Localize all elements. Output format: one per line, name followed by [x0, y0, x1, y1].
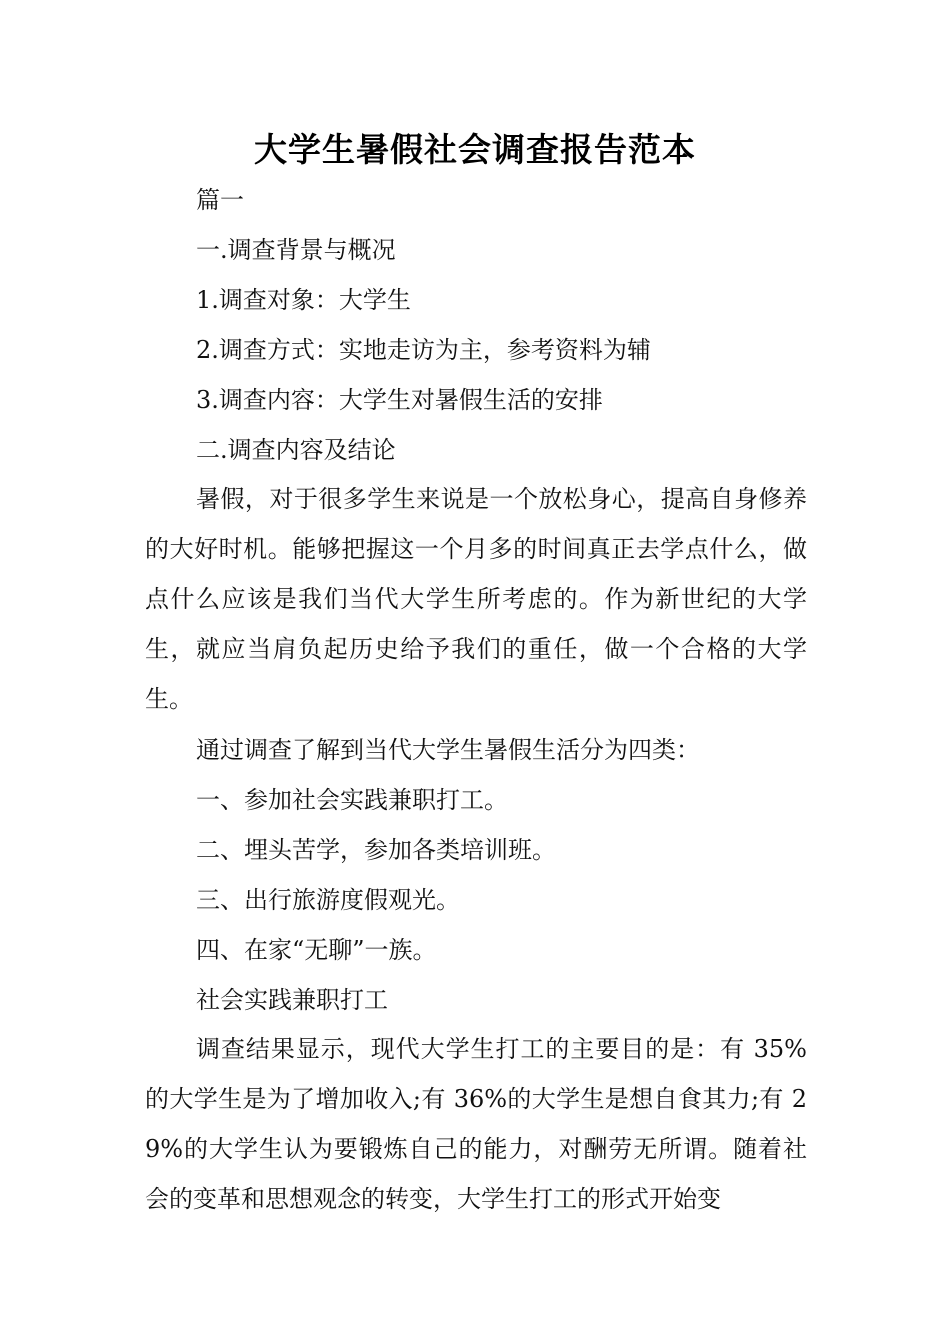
subheading-part-time-work: 社会实践兼职打工 — [196, 986, 388, 1014]
categories-intro: 通过调查了解到当代大学生暑假生活分为四类： — [196, 736, 700, 764]
category-item: 四、在家“无聊”一族。 — [196, 936, 437, 964]
heading-conclusion: 二.调查内容及结论 — [196, 436, 396, 464]
document-title: 大学生暑假社会调查报告范本 — [254, 130, 696, 169]
results-paragraph: 调查结果显示，现代大学生打工的主要目的是：有 35%的大学生是为了增加收入;有 36%的大学生是想自食其力;有 29%的大学生认为要锻炼自己的能力，对酬劳无所谓。随着社会的变革和思想观念的转变，大学生打工的形式开始变 — [145, 1035, 807, 1213]
heading-background: 一.调查背景与概况 — [196, 236, 396, 264]
category-item: 三、出行旅游度假观光。 — [196, 886, 460, 914]
intro-paragraph: 暑假，对于很多学生来说是一个放松身心，提高自身修养的大好时机。能够把握这一个月多的时间真正去学点什么，做点什么应该是我们当代大学生所考虑的。作为新世纪的大学生，就应当肩负起历史给予我们的重任，做一个合格的大学生。 — [145, 485, 807, 713]
category-item: 一、参加社会实践兼职打工。 — [196, 786, 508, 814]
survey-method: 2.调查方式：实地走访为主，参考资料为辅 — [196, 336, 651, 364]
category-item: 二、埋头苦学，参加各类培训班。 — [196, 836, 556, 864]
survey-content: 3.调查内容：大学生对暑假生活的安排 — [196, 386, 603, 414]
survey-subject: 1.调查对象：大学生 — [196, 286, 411, 314]
section-label: 篇一 — [196, 186, 244, 214]
